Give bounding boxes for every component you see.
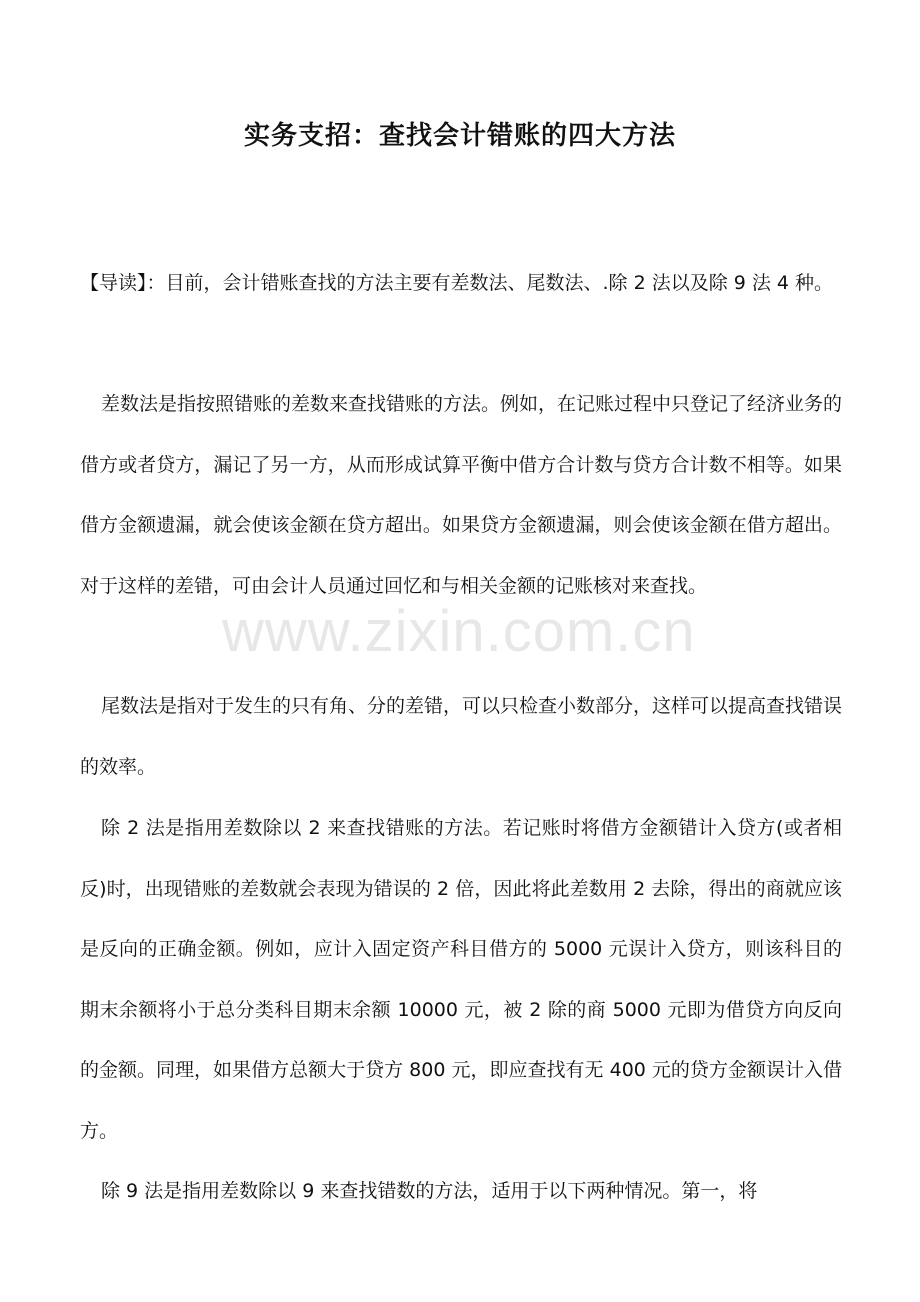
intro-paragraph: 【导读】：目前，会计错账查找的方法主要有差数法、尾数法、.除 2 法以及除 9 法 4 种。 (80, 272, 834, 294)
paragraph-tail-method: 尾数法是指对于发生的只有角、分的差错，可以只检查小数部分，这样可以提高查找错误的效率。 (80, 695, 843, 778)
document-title: 实务支招：查找会计错账的四大方法 (243, 121, 676, 151)
watermark: www.zixin.com.cn (222, 599, 696, 664)
paragraph-divide-by-9-method: 除 9 法是指用差数除以 9 来查找错数的方法，适用于以下两种情况。第一，将 (101, 1180, 758, 1202)
paragraph-divide-by-2-method: 除 2 法是指用差数除以 2 来查找错账的方法。若记账时将借方金额错计入贷方(或者相反)时，出现错账的差数就会表现为错误的 2 倍，因此将此差数用 2 去除，得出的商就应该是反向的正确金额。例如，应计入固定资产科目借方的 5000 元误计入贷方，则该科目的期末余额将小于总分类科目期末余额 10000 元，被 2 除的商 5000 元即为借贷方向反向的金额。同理，如果借方总额大于贷方 800 元，即应查找有无 400 元的贷方金额误计入借方。 (80, 817, 842, 1142)
paragraph-difference-method: 差数法是指按照错账的差数来查找错账的方法。例如，在记账过程中只登记了经济业务的借方或者贷方，漏记了另一方，从而形成试算平衡中借方合计数与贷方合计数不相等。如果借方金额遗漏，就会使该金额在贷方超出。如果贷方金额遗漏，则会使该金额在借方超出。对于这样的差错，可由会计人员通过回忆和与相关金额的记账核对来查找。 (80, 393, 843, 597)
